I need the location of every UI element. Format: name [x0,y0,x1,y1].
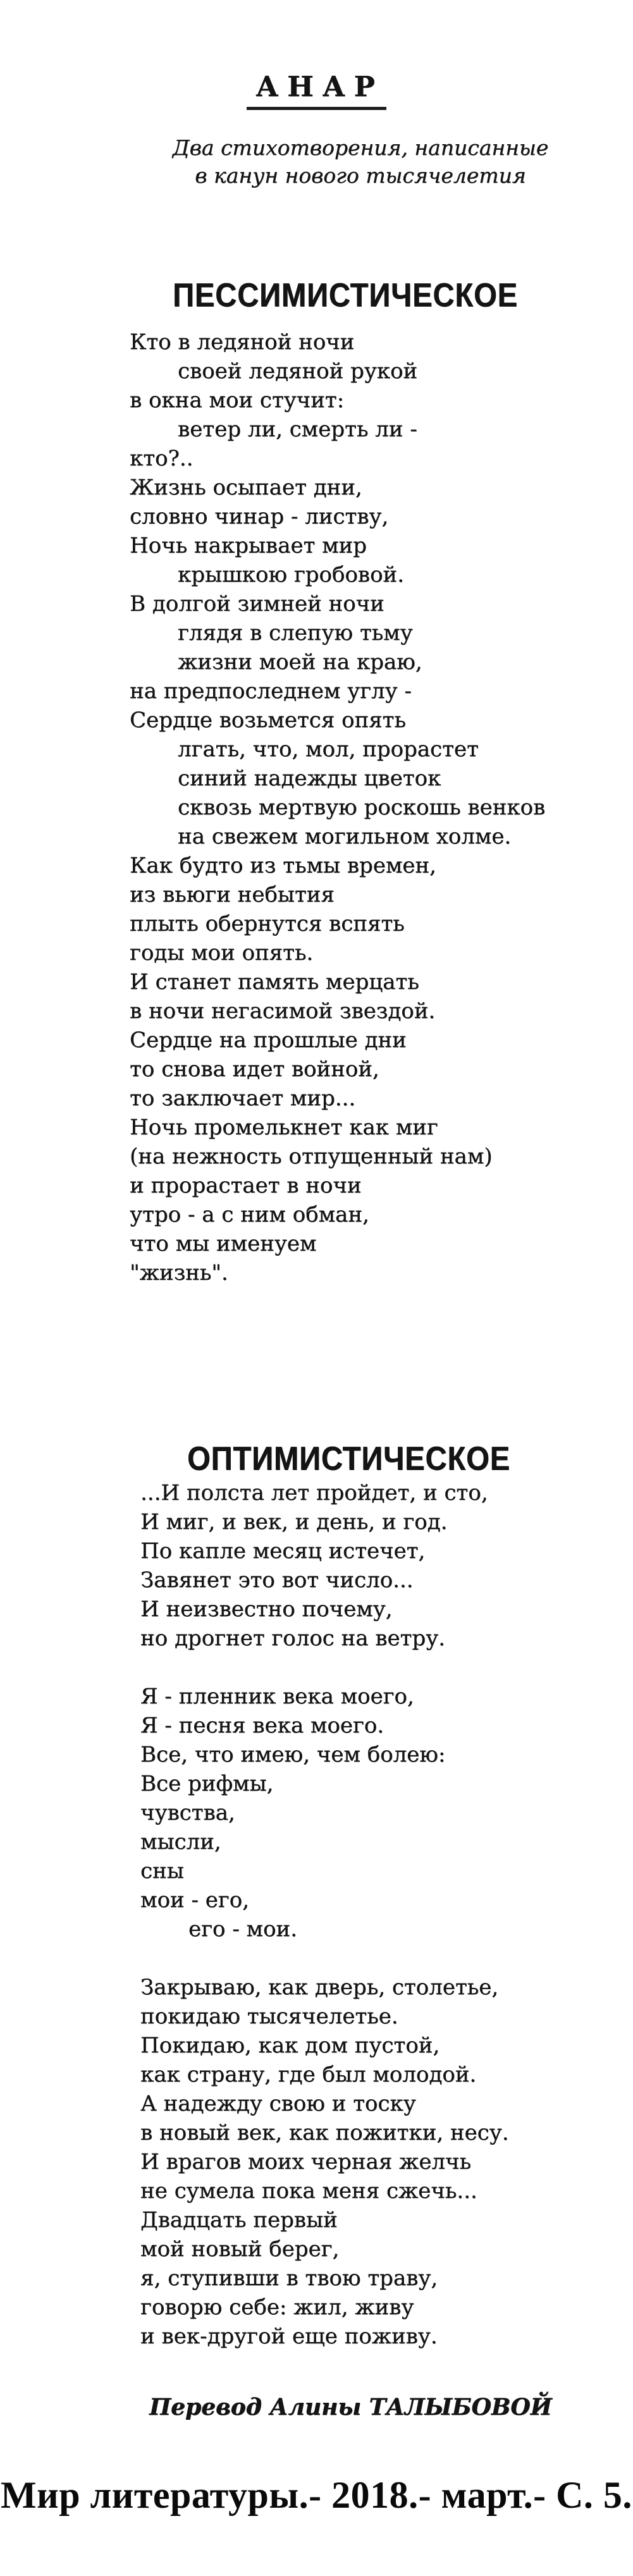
poem-line: плыть обернутся вспять [130,911,405,936]
poem-line: утро - а с ним обман, [130,1202,369,1227]
poem-line: синий надежды цветок [178,766,441,791]
dedication-line-2: в канун нового тысячелетия [195,163,526,188]
poem-line: чувства, [140,1800,235,1825]
poem-line: Я - песня века моего. [140,1713,384,1738]
poem-title-pessimistic: ПЕССИМИСТИЧЕСКОЕ [173,276,518,314]
poem-line: Сердце на прошлые дни [130,1027,407,1053]
source-citation: Мир литературы.- 2018.- март.- С. 5. [1,2474,632,2516]
poem-line: Закрываю, как дверь, столетье, [140,1975,499,2000]
poem-line: И станет память мерцать [130,969,419,995]
poem-line: в окна мои стучит: [130,388,345,413]
poem-line: говорю себе: жил, живу [140,2295,414,2320]
poem-line: Жизнь осыпает дни, [130,475,362,500]
poem-line: Все рифмы, [140,1771,274,1796]
dedication [89,134,632,190]
poem-line: мой новый берег, [140,2236,340,2262]
poem-line: Я - пленник века моего, [140,1684,414,1709]
poem-line: но дрогнет голос на ветру. [140,1626,445,1651]
translator-credit: Перевод Алины ТАЛЫБОВОЙ [149,2394,552,2420]
poem-line: его - мои. [188,1917,297,1942]
poem-line: то заключает мир... [130,1086,356,1111]
poem-line: на предпоследнем углу - [130,678,412,704]
poem-line: Все, что имею, чем болею: [140,1742,446,1767]
poem-line: лгать, что, мол, прорастет [178,737,479,762]
poem-pessimistic [130,328,545,1287]
poem-line: годы мои опять. [130,940,314,966]
author-title-block [0,71,633,110]
poem-line: мои - его, [140,1887,249,1913]
poem-line: и прорастает в ночи [130,1173,362,1198]
poem-line: жизни моей на краю, [178,649,422,675]
poem-line: покидаю тысячелетье. [140,2004,398,2029]
poem-optimistic [140,1478,509,2351]
poem-line: ...И полста лет пройдет, и сто, [140,1480,488,1506]
poem-line: не сумела пока меня сжечь... [140,2178,477,2204]
poem-line: на свежем могильном холме. [178,824,512,849]
poem-line: По капле месяц истечет, [140,1538,426,1564]
poem-line: Ночь накрывает мир [130,533,367,558]
poem-title-optimistic: ОПТИМИСТИЧЕСКОЕ [187,1439,510,1477]
poem-line: Завянет это вот число... [140,1567,414,1593]
poem-line: я, ступивши в твою траву, [140,2266,438,2291]
poem-line: в новый век, как пожитки, несу. [140,2120,509,2145]
poem-line: (на нежность отпущенный нам) [130,1144,493,1169]
poem-line: В долгой зимней ночи [130,591,384,616]
poem-line: сны [140,1858,184,1884]
poem-line: И миг, и век, и день, и год. [140,1509,448,1535]
poem-line: Кто в ледяной ночи [130,329,355,355]
poem-line: в ночи негасимой звездой. [130,998,436,1024]
poem-line: И врагов моих черная желчь [140,2149,471,2174]
author-name: АНАР [247,71,386,110]
poem-line: словно чинар - листву, [130,504,389,529]
poem-line: сквозь мертвую роскошь венков [178,795,546,820]
poem-line: крышкою гробовой. [178,562,404,587]
poem-line: что мы именуем [130,1231,317,1256]
poem-line: ветер ли, смерть ли - [178,417,417,442]
poem-line: мысли, [140,1829,221,1855]
poem-line: глядя в слепую тьму [178,620,413,646]
poem-line: своей ледяной рукой [178,359,418,384]
dedication-line-1: Два стихотворения, написанные [172,135,549,160]
poem-line: Ночь промелькнет как миг [130,1115,438,1140]
poem-line: как страну, где был молодой. [140,2062,477,2087]
poem-line: то снова идет войной, [130,1057,379,1082]
poem-line: А надежду свою и тоску [140,2091,416,2116]
poem-line: и век-другой еще поживу. [140,2324,438,2349]
poem-line: Покидаю, как дом пустой, [140,2033,440,2058]
poem-line: кто?.. [130,446,194,471]
poem-line: Как будто из тьмы времен, [130,853,436,878]
poem-line: из вьюги небытия [130,882,335,907]
poem-line: "жизнь". [130,1260,228,1285]
poem-line: Сердце возьмется опять [130,708,406,733]
poem-line: И неизвестно почему, [140,1597,393,1622]
poem-line: Двадцать первый [140,2207,338,2233]
